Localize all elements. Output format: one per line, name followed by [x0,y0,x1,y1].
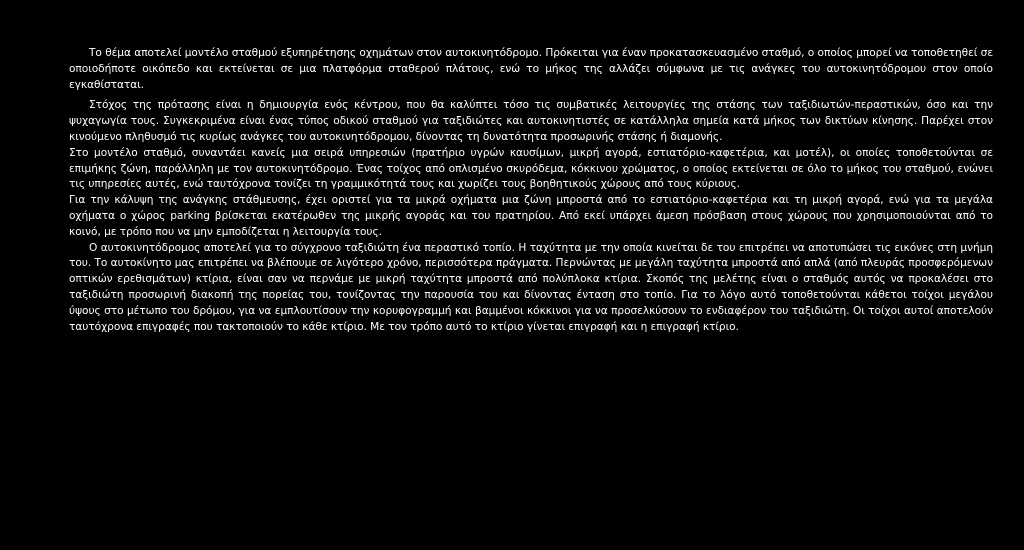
paragraph: Στο μοντέλο σταθμό, συναντάει κανείς μια σειρά υπηρεσιών (πρατήριο υγρών καυσίμων, μικρή αγορά, εστιατόριο-καφετέρια, και μοτέλ), οι οποίες τοποθετούνται σε επιμήκης ζώνη, παράλληλη με τον αυτοκινητόδρομο. Ένας τοίχος από οπλισμένο σκυρόδεμα, κόκκινου χρώματος, ο οποίος εκτείνεται σε όλο το μήκος του σταθμού, ενώνει τις υπηρεσίες αυτές, ενώ ταυτόχρονα τονίζει τη γραμμικότητά τους και χωρίζει τους βοηθητικούς χώρους από τους κύριους. [69,146,993,191]
paragraph: Ο αυτοκινητόδρομος αποτελεί για το σύγχρονο ταξιδιώτη ένα περαστικό τοπίο. Η ταχύτητα με την οποία κινείται δε του επιτρέπει να αποτυπώσει τις εικόνες στη μνήμη του. Το αυτοκίνητο μας επιτρέπει να βλέπουμε σε λιγότερο χρόνο, περισσότερα πράγματα. Περνώντας με μεγάλη ταχύτητα μπροστά από απλά (από πλευράς προσφερόμενων οπτικών ερεθισμάτων) κτίρια, είναι σαν να περνάμε με μικρή ταχύτητα μπροστά από πολύπλοκα κτίρια. Σκοπός της μελέτης είναι ο σταθμός αυτός να προκαλέσει στο ταξιδιώτη προσωρινή διακοπή της πορείας του, τονίζοντας την παρουσία του και δίνοντας ένταση στο τοπίο. Για το λόγο αυτό τοποθετούνται κάθετοι τοίχοι μεγάλου ύψους στο μέτωπο του δρόμου, για να εμπλουτίσουν την κορυφογραμμή και βαμμένοι κόκκινοι για να προσελκύσουν το ενδιαφέρον του ταξιδιώτη. Οι τοίχοι αυτοί αποτελούν ταυτόχρονα επιγραφές που τακτοποιούν το κάθε κτίριο. Με τον τρόπο αυτό το κτίριο γίνεται επιγραφή και η επιγραφή κτίριο. [69,241,993,333]
document-body [69,46,993,335]
paragraph: Στόχος της πρότασης είναι η δημιουργία ενός κέντρου, που θα καλύπτει τόσο τις συμβατικές λειτουργίες της στάσης των ταξιδιωτών-περαστικών, όσο και την ψυχαγωγία τους. Συγκεκριμένα είναι ένας τύπος οδικού σταθμού για ταξιδιώτες και αυτοκινητιστές σε κατάλληλα σημεία κατά μήκος των δικτύων κίνησης. Παρέχει στον κινούμενο πληθυσμό τις κυρίως ανάγκες του αυτοκινητόδρομου, δίνοντας τη δυνατότητα προσωρινής στάσης ή διαμονής. [69,99,993,143]
paragraph: Το θέμα αποτελεί μοντέλο σταθμού εξυπηρέτησης οχημάτων στον αυτοκινητόδρομο. Πρόκειται για έναν προκατασκευασμένο σταθμό, ο οποίος μπορεί να τοποθετηθεί σε οποιοδήποτε οικόπεδο και εκτείνεται σε μια πλατφόρμα σταθερού πλάτους, ενώ το μήκος της αλλάζει σύμφωνα με τις ανάγκες του αυτοκινητόδρομου στον οποίο εγκαθίσταται. [69,47,993,91]
paragraph: Για την κάλυψη της ανάγκης στάθμευσης, έχει οριστεί για τα μικρά οχήματα μια ζώνη μπροστά από το εστιατόριο-καφετέρια και τη μικρή αγορά, ενώ για τα μεγάλα οχήματα ο χώρος parking βρίσκεται εκατέρωθεν της μικρής αγοράς και του πρατηρίου. Από εκεί υπάρχει άμεση πρόσβαση στους χώρους που χρησιμοποιούνται από το κοινό, με τρόπο που να μην εμποδίζεται η λειτουργία τους. [69,194,993,238]
